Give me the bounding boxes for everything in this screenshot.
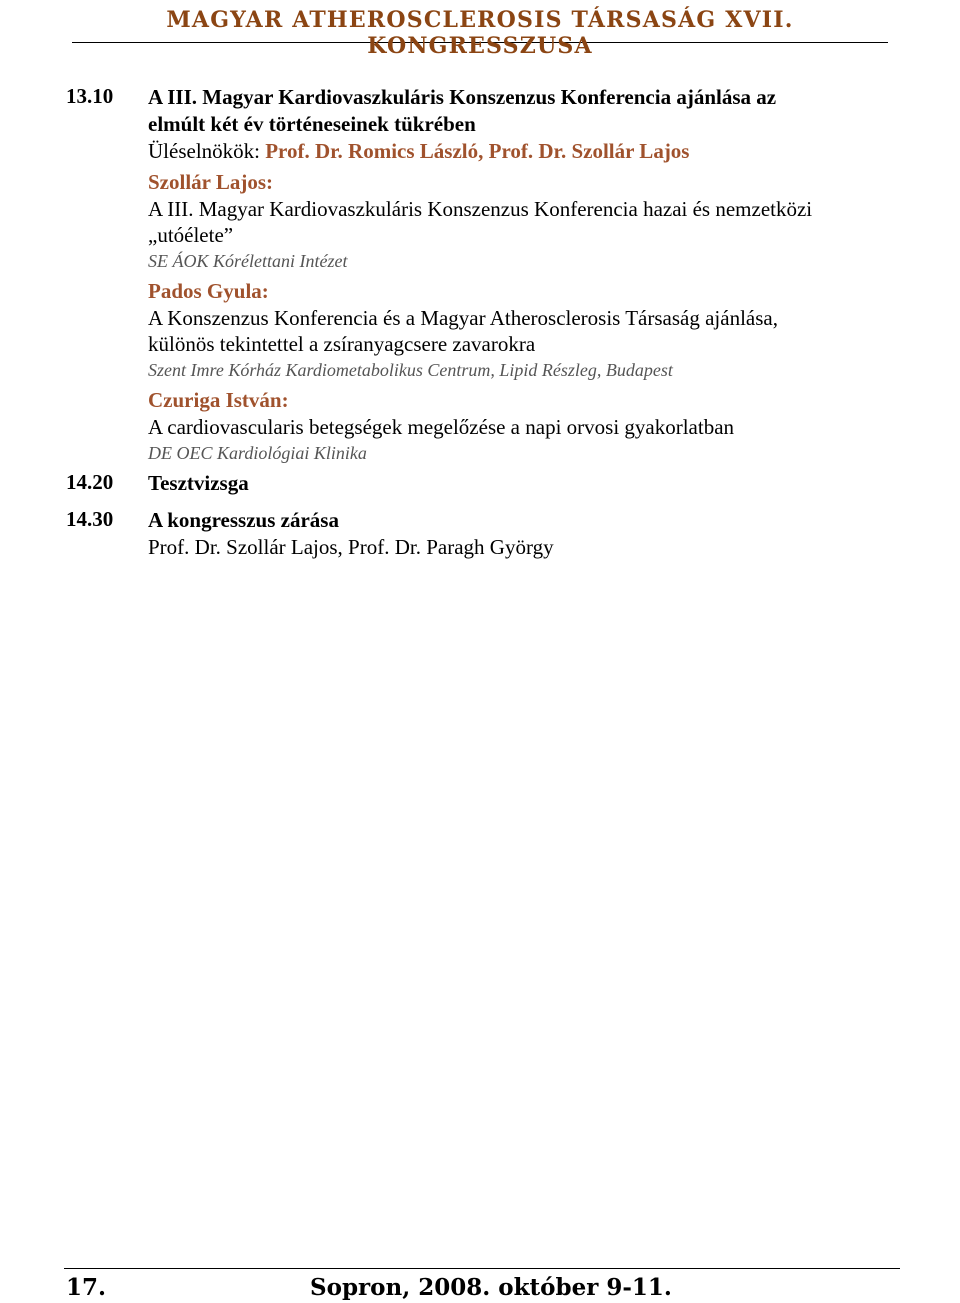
conference-title: MAGYAR ATHEROSCLEROSIS TÁRSASÁG XVII. KONGRESSZUSA (166, 7, 794, 59)
talk-title-line2: „utóélete” (148, 223, 234, 247)
page-header (72, 0, 888, 59)
talk-speaker: Szollár Lajos: (148, 170, 274, 194)
talk-speaker: Pados Gyula: (148, 279, 269, 303)
talk-institution: Szent Imre Kórház Kardiometabolikus Centrum, Lipid Részleg, Budapest (148, 360, 673, 380)
closing-names: Prof. Dr. Szollár Lajos, Prof. Dr. Paragh György (148, 535, 554, 559)
talk-title-line1: A cardiovascularis betegségek megelőzése a napi orvosi gyakorlatban (148, 415, 735, 439)
place-date: Sopron, 2008. október 9-11. (310, 1274, 672, 1301)
talk-title-line1: A III. Magyar Kardiovaszkuláris Konszenzus Konferencia hazai és nemzetközi (148, 197, 813, 221)
session-block (148, 84, 900, 466)
page-footer (64, 1268, 900, 1303)
session-block (148, 507, 900, 560)
chairs-names: Prof. Dr. Romics László, Prof. Dr. Szollár Lajos (265, 139, 690, 163)
session-title: A kongresszus zárása (148, 508, 339, 532)
session-title-line1: A III. Magyar Kardiovaszkuláris Konszenzus Konferencia ajánlása az (148, 85, 777, 109)
session-time: 13.10 (66, 84, 114, 108)
chairs-label: Üléselnökök: (148, 139, 266, 163)
session-time: 14.30 (66, 507, 114, 531)
session-title: Tesztvizsga (148, 471, 249, 495)
session-block (148, 470, 900, 497)
talk-institution: SE ÁOK Kórélettani Intézet (148, 251, 348, 271)
talk-title-line1: A Konszenzus Konferencia és a Magyar Atherosclerosis Társaság ajánlása, (148, 306, 778, 330)
session-title-line2: elmúlt két év történeseinek tükrében (148, 112, 476, 136)
talk-title-line2: különös tekintettel a zsíranyagcsere zavarokra (148, 332, 536, 356)
page-number: 17. (66, 1274, 107, 1301)
session-time: 14.20 (66, 470, 114, 494)
talk-speaker: Czuriga István: (148, 388, 289, 412)
session-chairs (148, 138, 900, 165)
talk-institution: DE OEC Kardiológiai Klinika (148, 443, 367, 463)
